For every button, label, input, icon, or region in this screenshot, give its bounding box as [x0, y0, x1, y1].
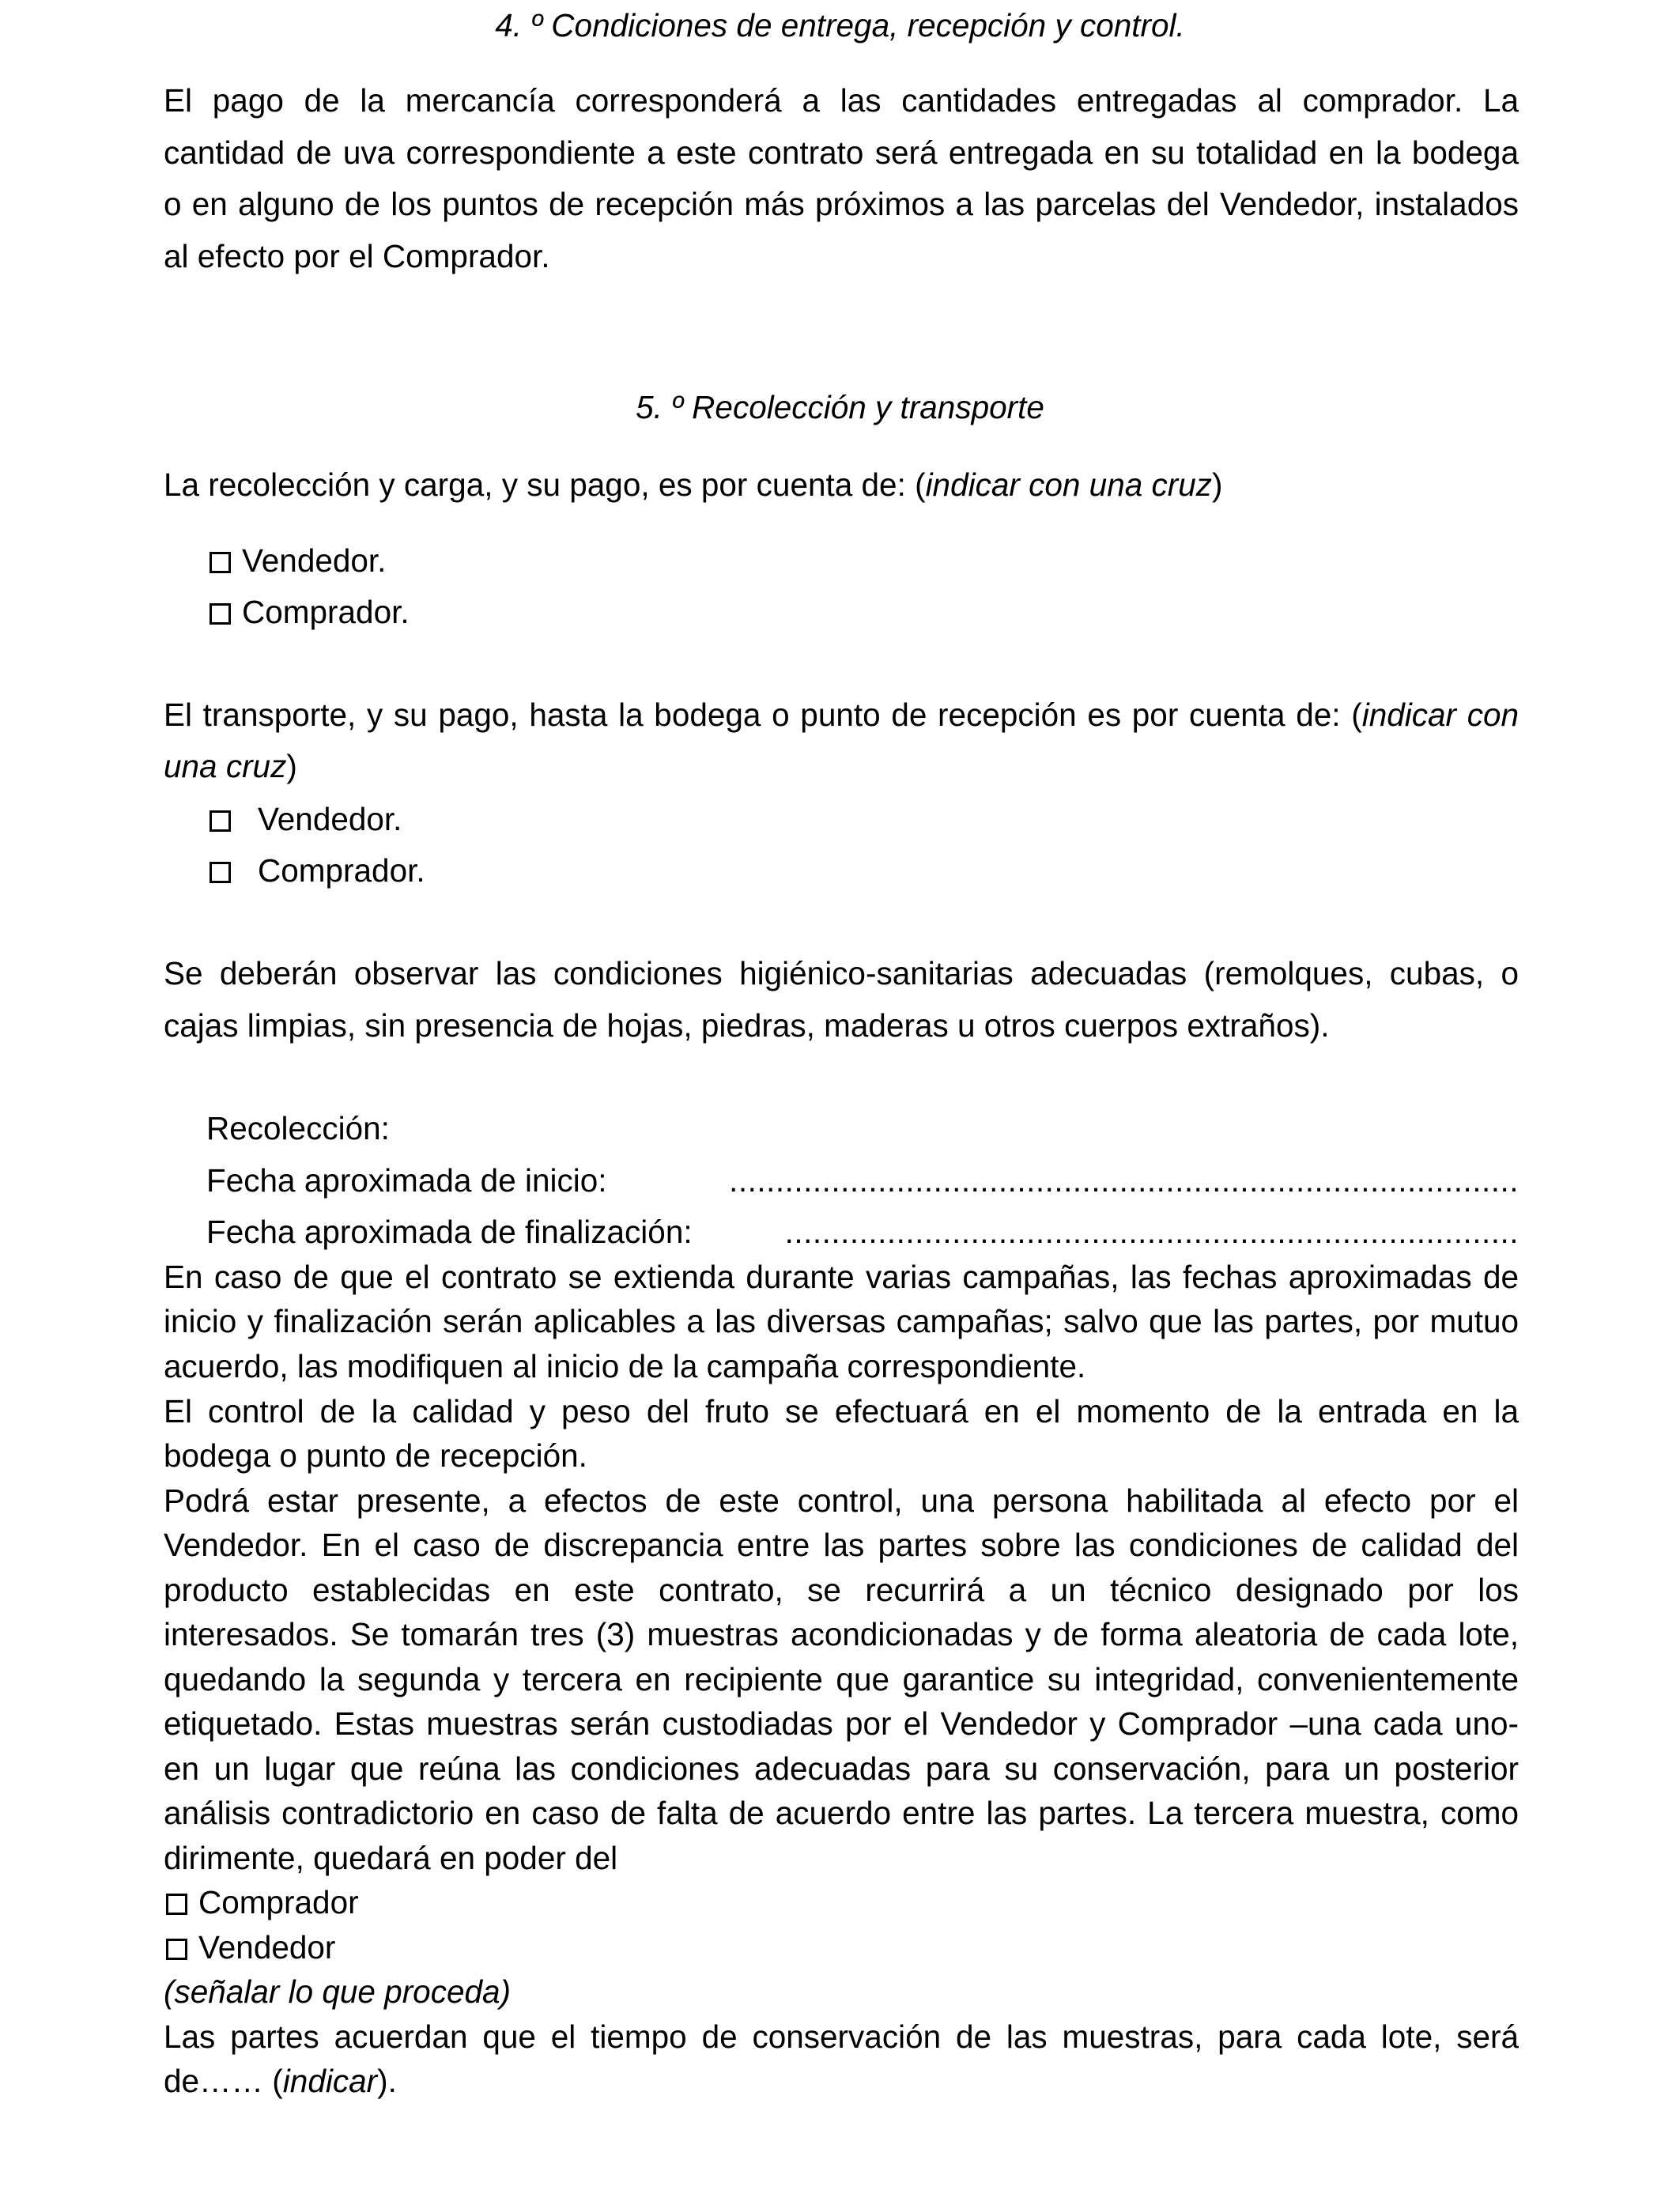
- recoleccion-question: La recolección y carga, y su pago, es por cuenta de: (indicar con una cruz): [164, 466, 1223, 503]
- checkbox[interactable]: [210, 810, 231, 832]
- section-4-heading: 4. º Condiciones de entrega, recepción y control.: [495, 7, 1185, 43]
- hygiene-paragraph-line: Se deberán observar las condiciones higiénico-sanitarias adecuadas (remolques, cubas, o: [164, 955, 1519, 991]
- senalar-note: (señalar lo que proceda): [164, 1973, 512, 2010]
- muestras-paragraph-line: interesados. Se tomarán tres (3) muestras acondicionadas y de forma aleatoria de cada lote,: [164, 1616, 1519, 1652]
- campanas-paragraph-line: En caso de que el contrato se extienda durante varias campañas, las fechas aproximadas de: [164, 1259, 1519, 1295]
- transporte-question-continued: una cruz): [164, 748, 297, 784]
- muestras-paragraph-line: en un lugar que reúna las condiciones adecuadas para su conservación, para un posterior: [164, 1750, 1519, 1787]
- recoleccion-label: Recolección:: [206, 1110, 390, 1146]
- section-4-paragraph-line: o en alguno de los puntos de recepción más próximos a las parcelas del Vendedor, instalados: [164, 186, 1519, 222]
- section-4-paragraph-line: El pago de la mercancía corresponderá a las cantidades entregadas al comprador. La: [164, 82, 1519, 119]
- checkbox[interactable]: [210, 862, 231, 883]
- muestras-paragraph-line: dirimente, quedará en poder del: [164, 1840, 618, 1876]
- fecha-fin-label: Fecha aproximada de finalización:: [206, 1214, 693, 1250]
- section-5-heading: 5. º Recolección y transporte: [636, 389, 1044, 425]
- section-4-paragraph-line: al efecto por el Comprador.: [164, 238, 550, 274]
- fecha-fin-blank[interactable]: ...............................................................................: [784, 1214, 1519, 1250]
- campanas-paragraph-line: acuerdo, las modifiquen al inicio de la campaña correspondiente.: [164, 1348, 1086, 1384]
- muestras-paragraph-line: análisis contradictorio en caso de falta de acuerdo entre las partes. La tercera muestra, como: [164, 1795, 1519, 1831]
- fecha-inicio-field[interactable]: [206, 1162, 1519, 1199]
- dirimente-option-vendedor[interactable]: Vendedor: [166, 1929, 335, 1966]
- checkbox[interactable]: [166, 1894, 187, 1915]
- checkbox[interactable]: [210, 552, 231, 573]
- hygiene-paragraph-line: cajas limpias, sin presencia de hojas, piedras, maderas u otros cuerpos extraños).: [164, 1007, 1330, 1044]
- muestras-paragraph-line: Podrá estar presente, a efectos de este control, una persona habilitada al efecto por el: [164, 1482, 1519, 1519]
- muestras-paragraph-line: quedando la segunda y tercera en recipiente que garantice su integridad, convenientemente: [164, 1661, 1519, 1697]
- transporte-question: El transporte, y su pago, hasta la bodega o punto de recepción es por cuenta de: (indicar con: [164, 697, 1520, 733]
- campanas-paragraph-line: inicio y finalización serán aplicables a las diversas campañas; salvo que las partes, por mutuo: [164, 1303, 1519, 1339]
- muestras-paragraph-line: etiquetado. Estas muestras serán custodiadas por el Vendedor y Comprador –una cada uno-: [164, 1705, 1519, 1742]
- control-paragraph-line: El control de la calidad y peso del fruto se efectuará en el momento de la entrada en la: [164, 1393, 1519, 1429]
- muestras-paragraph-line: Vendedor. En el caso de discrepancia entre las partes sobre las condiciones de calidad del: [164, 1527, 1519, 1563]
- section-4-paragraph-line: cantidad de uva correspondiente a este contrato será entregada en su totalidad en la bodega: [164, 134, 1519, 171]
- transporte-option-comprador[interactable]: Comprador.: [210, 852, 425, 889]
- transporte-option-vendedor[interactable]: Vendedor.: [210, 801, 402, 838]
- muestras-paragraph-line: producto establecidas en este contrato, se recurrirá a un técnico designado por los: [164, 1572, 1519, 1608]
- fecha-fin-field[interactable]: [206, 1214, 1519, 1251]
- tiempo-paragraph-line: de…… (indicar).: [164, 2063, 397, 2099]
- dirimente-option-comprador[interactable]: Comprador: [166, 1884, 359, 1921]
- fecha-inicio-blank[interactable]: .....................................................................................: [729, 1162, 1519, 1199]
- recoleccion-option-comprador[interactable]: Comprador.: [210, 594, 410, 631]
- checkbox[interactable]: [166, 1939, 187, 1960]
- recoleccion-option-vendedor[interactable]: Vendedor.: [210, 542, 386, 580]
- fecha-inicio-label: Fecha aproximada de inicio:: [206, 1162, 607, 1199]
- control-paragraph-line: bodega o punto de recepción.: [164, 1437, 587, 1474]
- tiempo-paragraph-line: Las partes acuerdan que el tiempo de conservación de las muestras, para cada lote, será: [164, 2018, 1519, 2055]
- checkbox[interactable]: [210, 603, 231, 625]
